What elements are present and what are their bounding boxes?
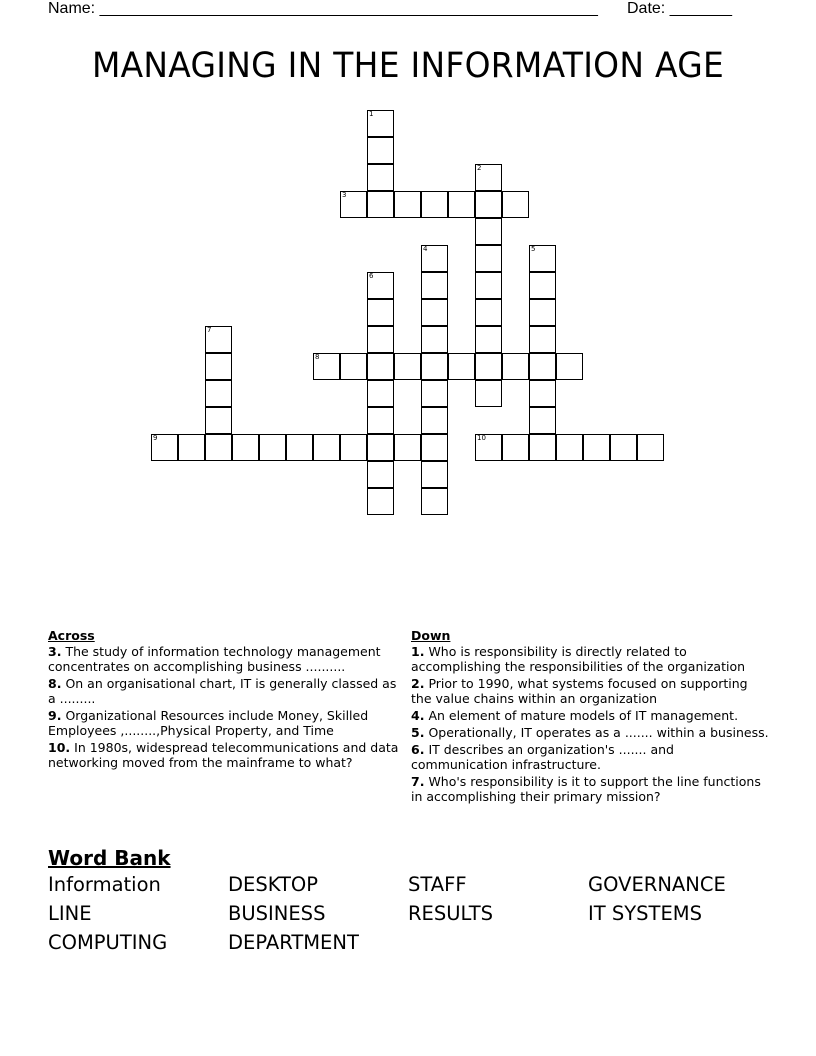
clue-number: 3.: [48, 644, 62, 659]
clue-across-10: [48, 740, 403, 770]
word-bank-item: STAFF: [408, 873, 467, 896]
grid-cell[interactable]: [475, 272, 502, 299]
grid-cell[interactable]: [367, 380, 394, 407]
grid-cell[interactable]: [178, 434, 205, 461]
grid-cell[interactable]: [529, 380, 556, 407]
grid-cell[interactable]: [421, 272, 448, 299]
clue-across-8: [48, 676, 403, 706]
clue-number: 1.: [411, 644, 425, 659]
word-bank-item: LINE: [48, 902, 92, 925]
grid-cell[interactable]: [475, 218, 502, 245]
grid-cell[interactable]: [394, 353, 421, 380]
grid-cell[interactable]: [340, 191, 367, 218]
grid-cell[interactable]: [448, 191, 475, 218]
clue-text: An element of mature models of IT management.: [428, 708, 739, 723]
grid-cell[interactable]: [340, 353, 367, 380]
grid-cell[interactable]: [475, 164, 502, 191]
date-blank: _______: [669, 0, 732, 17]
grid-cell[interactable]: [421, 191, 448, 218]
word-bank-item: BUSINESS: [228, 902, 326, 925]
grid-cell[interactable]: [205, 407, 232, 434]
grid-cell[interactable]: [205, 380, 232, 407]
clue-text: Operationally, IT operates as a ....... within a business.: [428, 725, 769, 740]
clue-across-9: [48, 708, 403, 738]
grid-cell[interactable]: [367, 137, 394, 164]
clue-number: 6.: [411, 742, 425, 757]
word-bank: [48, 872, 768, 956]
grid-cell[interactable]: [529, 326, 556, 353]
clue-number: 10.: [48, 740, 71, 755]
clue-number: 4.: [411, 708, 425, 723]
grid-cell[interactable]: [232, 434, 259, 461]
grid-cell[interactable]: [367, 353, 394, 380]
grid-cell[interactable]: [394, 434, 421, 461]
word-bank-item: RESULTS: [408, 902, 493, 925]
grid-cell[interactable]: [502, 434, 529, 461]
grid-cell[interactable]: [421, 353, 448, 380]
clue-number: 9.: [48, 708, 62, 723]
grid-cell[interactable]: [367, 191, 394, 218]
grid-cell[interactable]: [367, 434, 394, 461]
clue-text: In 1980s, widespread telecommunications and data networking moved from the mainframe to what?: [48, 740, 399, 770]
grid-cell[interactable]: [313, 434, 340, 461]
grid-cell[interactable]: [448, 353, 475, 380]
grid-cell[interactable]: [151, 434, 178, 461]
grid-cell[interactable]: [421, 488, 448, 515]
clue-text: Prior to 1990, what systems focused on supporting the value chains within an organization: [411, 676, 748, 706]
clue-text: The study of information technology management concentrates on accomplishing business ..........: [48, 644, 381, 674]
name-label: Name:: [48, 0, 96, 17]
grid-cell[interactable]: [475, 380, 502, 407]
word-bank-item: COMPUTING: [48, 931, 168, 954]
grid-cell[interactable]: [556, 353, 583, 380]
word-bank-item: Information: [48, 873, 161, 896]
grid-cell[interactable]: [205, 434, 232, 461]
clue-down-7: [411, 774, 771, 804]
grid-cell[interactable]: [502, 191, 529, 218]
clue-down-2: [411, 676, 771, 706]
grid-cell[interactable]: [475, 353, 502, 380]
grid-cell[interactable]: [367, 110, 394, 137]
clue-down-6: [411, 742, 771, 772]
clue-text: On an organisational chart, IT is generally classed as a .........: [48, 676, 397, 706]
grid-cell[interactable]: [502, 353, 529, 380]
clue-across-3: [48, 644, 403, 674]
clue-number-label: 3: [342, 191, 347, 199]
grid-cell[interactable]: [367, 164, 394, 191]
clue-number-label: 4: [423, 245, 428, 253]
grid-cell[interactable]: [475, 326, 502, 353]
grid-cell[interactable]: [475, 299, 502, 326]
grid-cell[interactable]: [529, 353, 556, 380]
grid-cell[interactable]: [529, 299, 556, 326]
grid-cell[interactable]: [367, 488, 394, 515]
clue-number-label: 7: [207, 326, 212, 334]
grid-cell[interactable]: [421, 299, 448, 326]
clue-number-label: 9: [153, 434, 158, 442]
clue-text: Who's responsibility is it to support the line functions in accomplishing their primary mission?: [411, 774, 761, 804]
grid-cell[interactable]: [421, 434, 448, 461]
word-bank-item: GOVERNANCE: [588, 873, 726, 896]
grid-cell[interactable]: [475, 434, 502, 461]
grid-cell[interactable]: [259, 434, 286, 461]
word-bank-item: DESKTOP: [228, 873, 319, 896]
clue-number: 8.: [48, 676, 62, 691]
clue-number: 7.: [411, 774, 425, 789]
grid-cell[interactable]: [394, 191, 421, 218]
grid-cell[interactable]: [475, 191, 502, 218]
grid-cell[interactable]: [529, 434, 556, 461]
down-heading: Down: [411, 628, 451, 643]
grid-cell[interactable]: [637, 434, 664, 461]
grid-cell[interactable]: [529, 407, 556, 434]
clue-number-label: 1: [369, 110, 374, 118]
clue-number: 2.: [411, 676, 425, 691]
grid-cell[interactable]: [529, 245, 556, 272]
grid-cell[interactable]: [529, 272, 556, 299]
clue-text: IT describes an organization's ....... and communication infrastructure.: [411, 742, 674, 772]
word-bank-item: IT SYSTEMS: [588, 902, 702, 925]
grid-cell[interactable]: [367, 461, 394, 488]
grid-cell[interactable]: [475, 245, 502, 272]
page-title: MANAGING IN THE INFORMATION AGE: [91, 46, 725, 86]
grid-cell[interactable]: [421, 380, 448, 407]
grid-cell[interactable]: [583, 434, 610, 461]
name-blank: ________________________________________________________: [99, 0, 598, 17]
grid-cell[interactable]: [556, 434, 583, 461]
clue-number-label: 5: [531, 245, 536, 253]
word-bank-title: Word Bank: [48, 846, 171, 870]
grid-cell[interactable]: [313, 353, 340, 380]
clue-down-4: [411, 708, 771, 723]
grid-cell[interactable]: [340, 434, 367, 461]
grid-cell[interactable]: [367, 272, 394, 299]
across-heading: Across: [48, 628, 95, 643]
date-label: Date:: [627, 0, 666, 17]
clue-down-5: [411, 725, 771, 740]
grid-cell[interactable]: [421, 461, 448, 488]
down-clues: [411, 628, 771, 806]
grid-cell[interactable]: [205, 353, 232, 380]
clue-number-label: 6: [369, 272, 374, 280]
grid-cell[interactable]: [610, 434, 637, 461]
clue-text: Who is responsibility is directly related to accomplishing the responsibilities of the organization: [411, 644, 746, 674]
clue-number: 5.: [411, 725, 425, 740]
grid-cell[interactable]: [367, 407, 394, 434]
grid-cell[interactable]: [205, 326, 232, 353]
clue-number-label: 10: [477, 434, 486, 442]
clue-down-1: [411, 644, 771, 674]
clue-text: Organizational Resources include Money, Skilled Employees ,........,Physical Property, and Time: [48, 708, 369, 738]
grid-cell[interactable]: [421, 326, 448, 353]
clue-number-label: 8: [315, 353, 320, 361]
grid-cell[interactable]: [286, 434, 313, 461]
grid-cell[interactable]: [367, 326, 394, 353]
grid-cell[interactable]: [421, 407, 448, 434]
clue-number-label: 2: [477, 164, 482, 172]
across-clues: [48, 628, 403, 772]
word-bank-item: DEPARTMENT: [228, 931, 359, 954]
grid-cell[interactable]: [367, 299, 394, 326]
grid-cell[interactable]: [421, 245, 448, 272]
